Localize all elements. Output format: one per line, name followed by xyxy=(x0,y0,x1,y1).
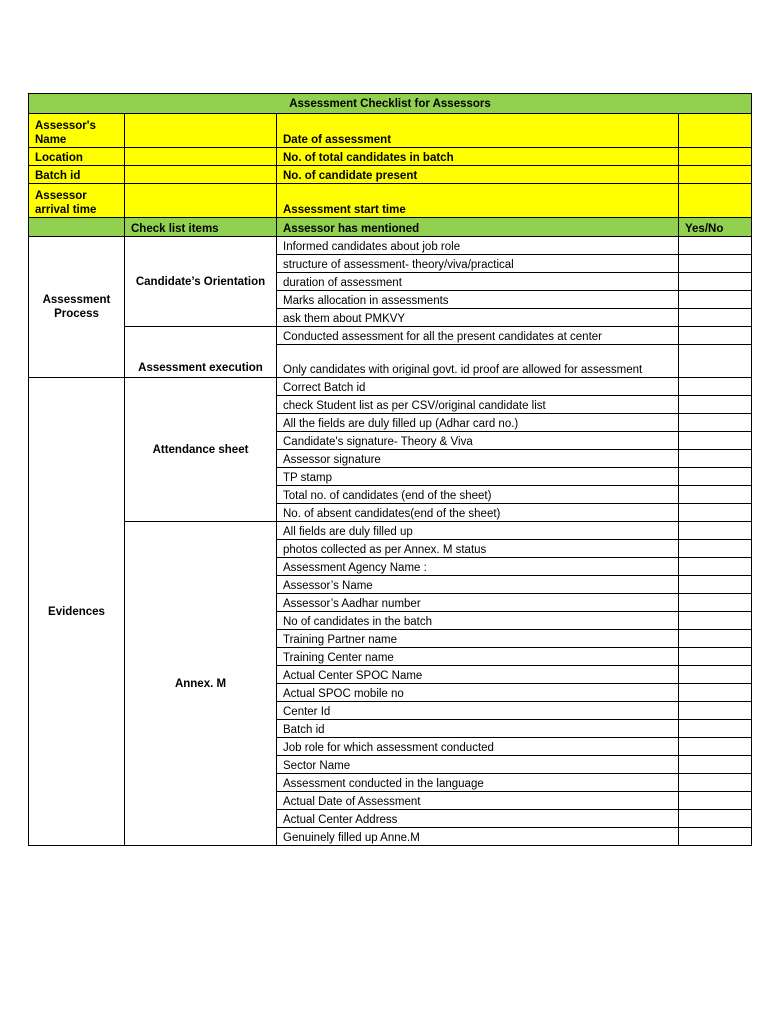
yes-no-field[interactable] xyxy=(679,345,752,378)
yes-no-field[interactable] xyxy=(679,504,752,522)
yes-no-field[interactable] xyxy=(679,720,752,738)
section-label: Assessment Process xyxy=(29,237,125,378)
yes-no-field[interactable] xyxy=(679,468,752,486)
mentioned-header: Assessor has mentioned xyxy=(277,218,679,237)
title-row xyxy=(29,94,752,114)
group-label: Candidate’s Orientation xyxy=(125,237,277,327)
yes-no-field[interactable] xyxy=(679,810,752,828)
checklist-row xyxy=(29,237,752,255)
info-row-time xyxy=(29,184,752,218)
section-label: Evidences xyxy=(29,378,125,846)
checklist-item-text: Assessor’s Name xyxy=(277,576,679,594)
total-candidates-label: No. of total candidates in batch xyxy=(277,148,679,166)
checklist-row xyxy=(29,327,752,345)
yes-no-field[interactable] xyxy=(679,828,752,846)
yes-no-field[interactable] xyxy=(679,684,752,702)
checklist-item-text: Conducted assessment for all the present candidates at center xyxy=(277,327,679,345)
checklist-item-text: structure of assessment- theory/viva/practical xyxy=(277,255,679,273)
checklist-item-text: No of candidates in the batch xyxy=(277,612,679,630)
group-label: Attendance sheet xyxy=(125,378,277,522)
yes-no-field[interactable] xyxy=(679,756,752,774)
yes-no-field[interactable] xyxy=(679,522,752,540)
checklist-item-text: Candidate's signature- Theory & Viva xyxy=(277,432,679,450)
checklist-items-header: Check list items xyxy=(125,218,277,237)
checklist-sheet xyxy=(28,93,751,846)
yes-no-field[interactable] xyxy=(679,792,752,810)
yes-no-field[interactable] xyxy=(679,702,752,720)
checklist-table xyxy=(28,93,752,846)
location-label: Location xyxy=(29,148,125,166)
yes-no-field[interactable] xyxy=(679,666,752,684)
checklist-item-text: All fields are duly filled up xyxy=(277,522,679,540)
yes-no-field[interactable] xyxy=(679,612,752,630)
checklist-item-text: Actual SPOC mobile no xyxy=(277,684,679,702)
yes-no-field[interactable] xyxy=(679,450,752,468)
arrival-time-label: Assessor arrival time xyxy=(29,184,125,218)
yes-no-field[interactable] xyxy=(679,378,752,396)
yes-no-field[interactable] xyxy=(679,630,752,648)
yes-no-field[interactable] xyxy=(679,309,752,327)
yes-no-field[interactable] xyxy=(679,291,752,309)
checklist-item-text: ask them about PMKVY xyxy=(277,309,679,327)
checklist-item-text: Actual Center SPOC Name xyxy=(277,666,679,684)
batch-id-label: Batch id xyxy=(29,166,125,184)
yes-no-field[interactable] xyxy=(679,432,752,450)
checklist-item-text: Batch id xyxy=(277,720,679,738)
checklist-row xyxy=(29,522,752,540)
checklist-item-text: No. of absent candidates(end of the sheet) xyxy=(277,504,679,522)
checklist-title: Assessment Checklist for Assessors xyxy=(29,94,752,114)
yes-no-field[interactable] xyxy=(679,255,752,273)
checklist-item-text: Job role for which assessment conducted xyxy=(277,738,679,756)
checklist-item-text: Actual Date of Assessment xyxy=(277,792,679,810)
section-header-cell xyxy=(29,218,125,237)
checklist-item-text: TP stamp xyxy=(277,468,679,486)
yes-no-field[interactable] xyxy=(679,486,752,504)
yes-no-field[interactable] xyxy=(679,738,752,756)
checklist-item-text: Assessment conducted in the language xyxy=(277,774,679,792)
checklist-item-text: Assessor signature xyxy=(277,450,679,468)
checklist-item-text: check Student list as per CSV/original candidate list xyxy=(277,396,679,414)
start-time-label: Assessment start time xyxy=(277,184,679,218)
yes-no-field[interactable] xyxy=(679,273,752,291)
location-field[interactable] xyxy=(125,148,277,166)
candidates-present-field[interactable] xyxy=(679,166,752,184)
checklist-item-text: Sector Name xyxy=(277,756,679,774)
checklist-item-text: All the fields are duly filled up (Adhar card no.) xyxy=(277,414,679,432)
checklist-item-text: Training Partner name xyxy=(277,630,679,648)
checklist-item-text: Center Id xyxy=(277,702,679,720)
yes-no-field[interactable] xyxy=(679,648,752,666)
checklist-row xyxy=(29,378,752,396)
checklist-item-text: Informed candidates about job role xyxy=(277,237,679,255)
yes-no-header: Yes/No xyxy=(679,218,752,237)
column-header-row xyxy=(29,218,752,237)
date-of-assessment-label: Date of assessment xyxy=(277,114,679,148)
start-time-field[interactable] xyxy=(679,184,752,218)
candidates-present-label: No. of candidate present xyxy=(277,166,679,184)
info-row-assessor xyxy=(29,114,752,148)
checklist-item-text: Genuinely filled up Anne.M xyxy=(277,828,679,846)
batch-id-field[interactable] xyxy=(125,166,277,184)
yes-no-field[interactable] xyxy=(679,396,752,414)
checklist-item-text: Assessor’s Aadhar number xyxy=(277,594,679,612)
checklist-item-text: Correct Batch id xyxy=(277,378,679,396)
yes-no-field[interactable] xyxy=(679,414,752,432)
assessor-name-label: Assessor's Name xyxy=(29,114,125,148)
assessor-name-field[interactable] xyxy=(125,114,277,148)
checklist-item-text: Only candidates with original govt. id proof are allowed for assessment xyxy=(277,345,679,378)
total-candidates-field[interactable] xyxy=(679,148,752,166)
checklist-item-text: duration of assessment xyxy=(277,273,679,291)
group-label: Annex. M xyxy=(125,522,277,846)
checklist-item-text: Assessment Agency Name : xyxy=(277,558,679,576)
checklist-item-text: Marks allocation in assessments xyxy=(277,291,679,309)
info-row-location xyxy=(29,148,752,166)
yes-no-field[interactable] xyxy=(679,558,752,576)
yes-no-field[interactable] xyxy=(679,576,752,594)
date-of-assessment-field[interactable] xyxy=(679,114,752,148)
checklist-item-text: Actual Center Address xyxy=(277,810,679,828)
checklist-item-text: photos collected as per Annex. M status xyxy=(277,540,679,558)
checklist-item-text: Training Center name xyxy=(277,648,679,666)
yes-no-field[interactable] xyxy=(679,540,752,558)
checklist-item-text: Total no. of candidates (end of the sheet) xyxy=(277,486,679,504)
group-label: Assessment execution xyxy=(125,327,277,378)
yes-no-field[interactable] xyxy=(679,774,752,792)
yes-no-field[interactable] xyxy=(679,594,752,612)
arrival-time-field[interactable] xyxy=(125,184,277,218)
info-row-batch xyxy=(29,166,752,184)
yes-no-field[interactable] xyxy=(679,237,752,255)
yes-no-field[interactable] xyxy=(679,327,752,345)
